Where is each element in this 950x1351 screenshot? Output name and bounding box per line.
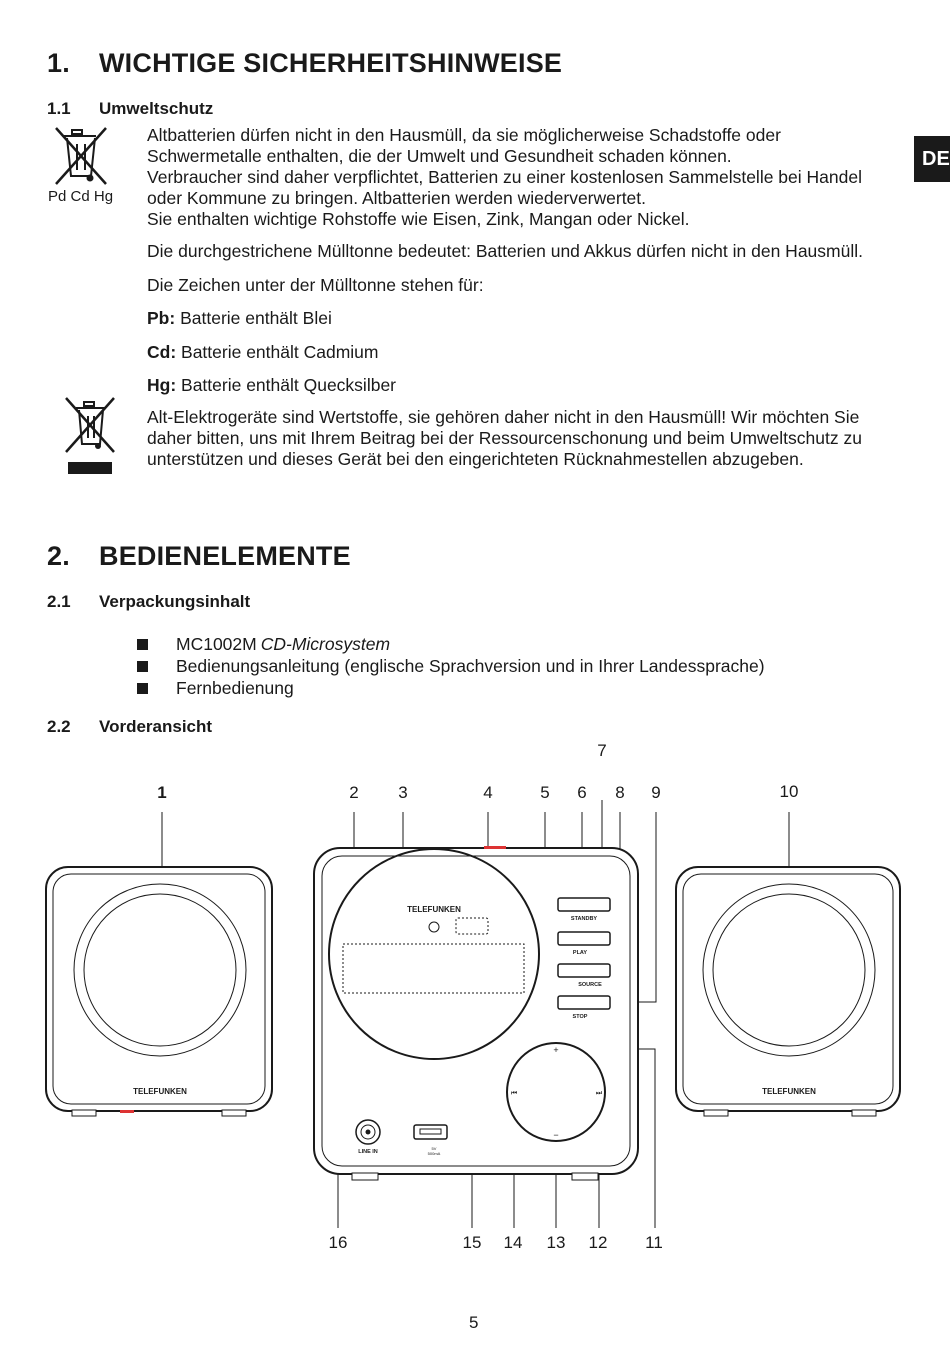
symbol-code: Cd: xyxy=(147,342,177,362)
symbol-pb xyxy=(147,308,907,329)
callout-16: 16 xyxy=(328,1233,348,1252)
battery-icon-caption: Pd Cd Hg xyxy=(48,188,114,205)
usb-label-1: 5V xyxy=(431,1146,437,1151)
left-speaker-brand: TELEFUNKEN xyxy=(133,1087,187,1096)
weee-bin-icon xyxy=(60,394,120,476)
page-number: 5 xyxy=(469,1313,479,1332)
symbol-text: Batterie enthält Quecksilber xyxy=(181,375,397,395)
symbol-text: Batterie enthält Cadmium xyxy=(181,342,379,362)
paragraph-line: Altbatterien dürfen nicht in den Hausmüll, da sie möglicherweise Schadstoffe oder xyxy=(147,125,781,145)
section2-heading xyxy=(47,541,847,575)
battery-recycling-icon xyxy=(48,124,120,208)
section1-title: WICHTIGE SICHERHEITSHINWEISE xyxy=(99,48,563,78)
paragraph-bin-meaning: Die durchgestrichene Mülltonne bedeutet: Batterien und Akkus dürfen nicht in den Hausmüll. xyxy=(147,241,863,261)
symbol-hg xyxy=(147,375,907,396)
package-contents-list xyxy=(137,633,837,699)
bullet-icon xyxy=(137,683,148,694)
symbol-code: Hg: xyxy=(147,375,177,395)
symbol-text: Batterie enthält Blei xyxy=(180,308,332,328)
svg-text:−: − xyxy=(553,1130,559,1140)
callout-1: 1 xyxy=(157,783,167,802)
section2-number: 2. xyxy=(47,541,70,571)
right-speaker xyxy=(676,867,900,1116)
callout-5: 5 xyxy=(540,783,550,802)
subsection-1-1-number: 1.1 xyxy=(47,99,71,118)
paragraph-weee xyxy=(147,407,907,470)
callout-8: 8 xyxy=(615,783,625,802)
left-speaker xyxy=(46,867,272,1116)
callout-13: 13 xyxy=(546,1233,566,1252)
callout-7: 7 xyxy=(597,741,607,760)
play-label: PLAY xyxy=(572,950,588,956)
list-item-italic: CD-Microsystem xyxy=(260,633,391,654)
paragraph-environment xyxy=(147,125,907,230)
paragraph-line: unterstützen und dieses Gerät bei den eingerichteten Rücknahmestellen abzugeben. xyxy=(147,449,804,469)
subsection-2-2-title: Vorderansicht xyxy=(99,717,213,736)
subsection-2-1-title: Verpackungsinhalt xyxy=(99,592,251,611)
callout-15: 15 xyxy=(462,1233,482,1252)
paragraph-line: Schwermetalle enthalten, die der Umwelt und Gesundheit schaden können. xyxy=(147,146,732,166)
subsection-2-2-heading xyxy=(47,717,447,739)
subsection-2-2-number: 2.2 xyxy=(47,717,71,736)
callout-6: 6 xyxy=(577,783,587,802)
subsection-2-1-heading xyxy=(47,592,447,614)
list-item-text: Bedienungsanleitung (englische Sprachversion und in Ihrer Landessprache) xyxy=(176,655,765,676)
stop-label: STOP xyxy=(572,1014,588,1020)
list-item xyxy=(137,633,837,655)
line-in-label: LINE IN xyxy=(358,1149,378,1155)
standby-label: STANDBY xyxy=(570,916,598,922)
callout-4: 4 xyxy=(483,783,493,802)
list-item-text: Fernbedienung xyxy=(176,677,294,698)
usb-label-2: 500mA xyxy=(427,1151,441,1156)
section2-title: BEDIENELEMENTE xyxy=(99,541,351,571)
right-speaker-brand: TELEFUNKEN xyxy=(762,1087,816,1096)
source-label: SOURCE xyxy=(578,982,602,988)
main-unit-brand: TELEFUNKEN xyxy=(407,905,461,914)
main-unit xyxy=(314,846,638,1180)
callout-14: 14 xyxy=(503,1233,523,1252)
bullet-icon xyxy=(137,661,148,672)
svg-text:⏭: ⏭ xyxy=(595,1089,603,1097)
paragraph-line: daher bitten, uns mit Ihrem Beitrag bei der Ressourcenschonung und beim Umweltschutz zu xyxy=(147,428,862,448)
callout-3: 3 xyxy=(398,783,408,802)
paragraph-line: oder Kommune zu bringen. Altbatterien werden wiederverwertet. xyxy=(147,188,647,208)
symbol-code: Pb: xyxy=(147,308,176,328)
paragraph-line: Sie enthalten wichtige Rohstoffe wie Eisen, Zink, Mangan oder Nickel. xyxy=(147,209,690,229)
front-view-diagram xyxy=(0,800,950,1240)
callout-11: 11 xyxy=(645,1233,663,1252)
subsection-1-1-heading xyxy=(47,99,447,121)
callout-12: 12 xyxy=(588,1233,608,1252)
subsection-2-1-number: 2.1 xyxy=(47,592,71,611)
callout-2: 2 xyxy=(349,783,359,802)
bullet-icon xyxy=(137,639,148,650)
callout-9: 9 xyxy=(651,783,661,802)
section1-number: 1. xyxy=(47,48,70,78)
list-item-text: MC1002M xyxy=(176,633,257,654)
svg-text:+: + xyxy=(553,1045,559,1055)
svg-text:⏮: ⏮ xyxy=(510,1089,518,1097)
callout-10: 10 xyxy=(779,782,799,801)
section1-heading xyxy=(47,48,847,82)
language-tab: DE xyxy=(914,136,950,182)
paragraph-line: Alt-Elektrogeräte sind Wertstoffe, sie gehören daher nicht in den Hausmüll! Wir möchten Sie xyxy=(147,407,860,427)
subsection-1-1-title: Umweltschutz xyxy=(99,99,214,118)
paragraph-symbols-intro: Die Zeichen unter der Mülltonne stehen für: xyxy=(147,275,484,295)
list-item xyxy=(137,677,837,699)
paragraph-line: Verbraucher sind daher verpflichtet, Batterien zu einer kostenlosen Sammelstelle bei Handel xyxy=(147,167,862,187)
list-item xyxy=(137,655,837,677)
symbol-cd xyxy=(147,342,907,363)
